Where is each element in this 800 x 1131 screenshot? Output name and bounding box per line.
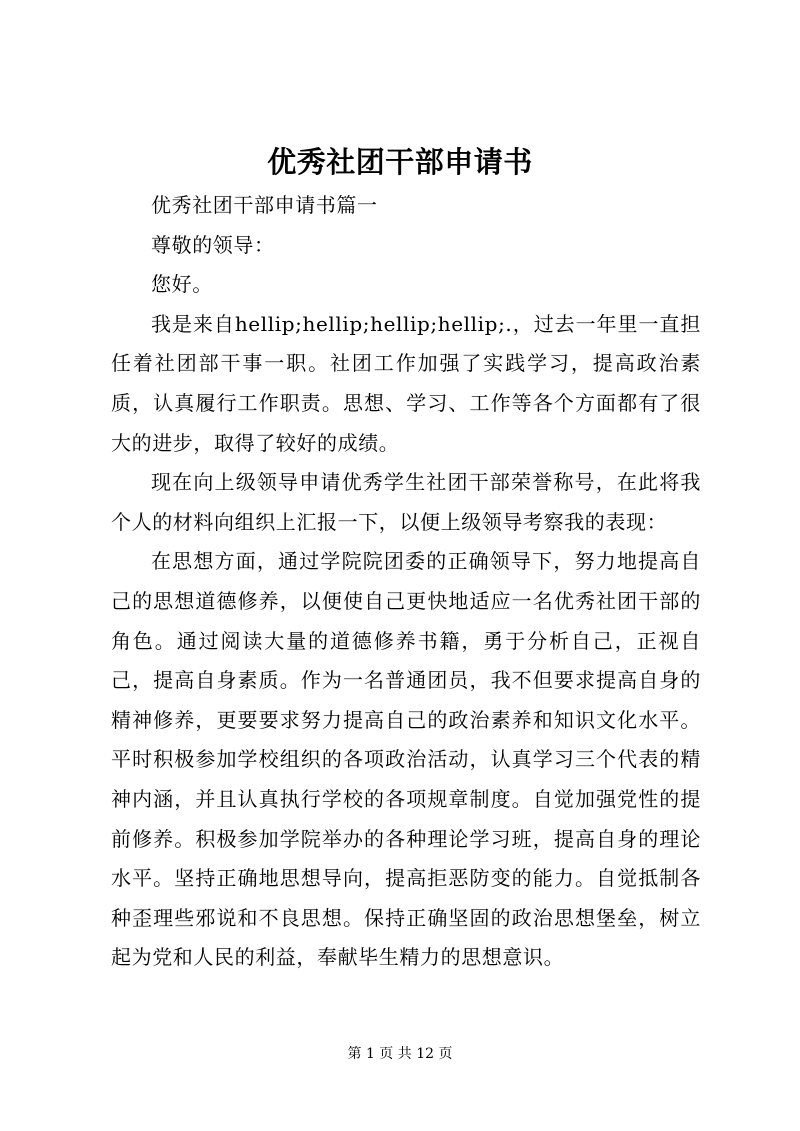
page-number-footer: 第 1 页 共 12 页: [347, 1046, 453, 1062]
body-paragraph: 现在向上级领导申请优秀学生社团干部荣誉称号，在此将我个人的材料向组织上汇报一下，以便上级领导考察我的表现：: [111, 470, 701, 534]
document-body: [111, 186, 701, 978]
greeting: 您好。: [151, 272, 213, 297]
body-paragraph: 我是来自hellip;hellip;hellip;hellip;.，过去一年里一直担任着社团部干事一职。社团工作加强了实践学习，提高政治素质，认真履行工作职责。思想、学习、工作等各个方面都有了很大的进步，取得了较好的成绩。: [111, 311, 701, 455]
section-heading: 优秀社团干部申请书篇一: [151, 193, 378, 217]
salutation: 尊敬的领导：: [151, 232, 275, 257]
body-paragraph: 在思想方面，通过学院院团委的正确领导下，努力地提高自己的思想道德修养，以便使自己更快地适应一名优秀社团干部的角色。通过阅读大量的道德修养书籍，勇于分析自己，正视自己，提高自身素质。作为一名普通团员，我不但要求提高自身的精神修养，更要要求努力提高自己的政治素养和知识文化水平。平时积极参加学校组织的各项政治活动，认真学习三个代表的精神内涵，并且认真执行学校的各项规章制度。自觉加强党性的提前修养。积极参加学院举办的各种理论学习班，提高自身的理论水平。坚持正确地思想导向，提高拒恶防变的能力。自觉抵制各种歪理些邪说和不良思想。保持正确坚固的政治思想堡垒，树立起为党和人民的利益，奉献毕生精力的思想意识。: [111, 549, 701, 970]
document-title: 优秀社团干部申请书: [267, 145, 533, 179]
